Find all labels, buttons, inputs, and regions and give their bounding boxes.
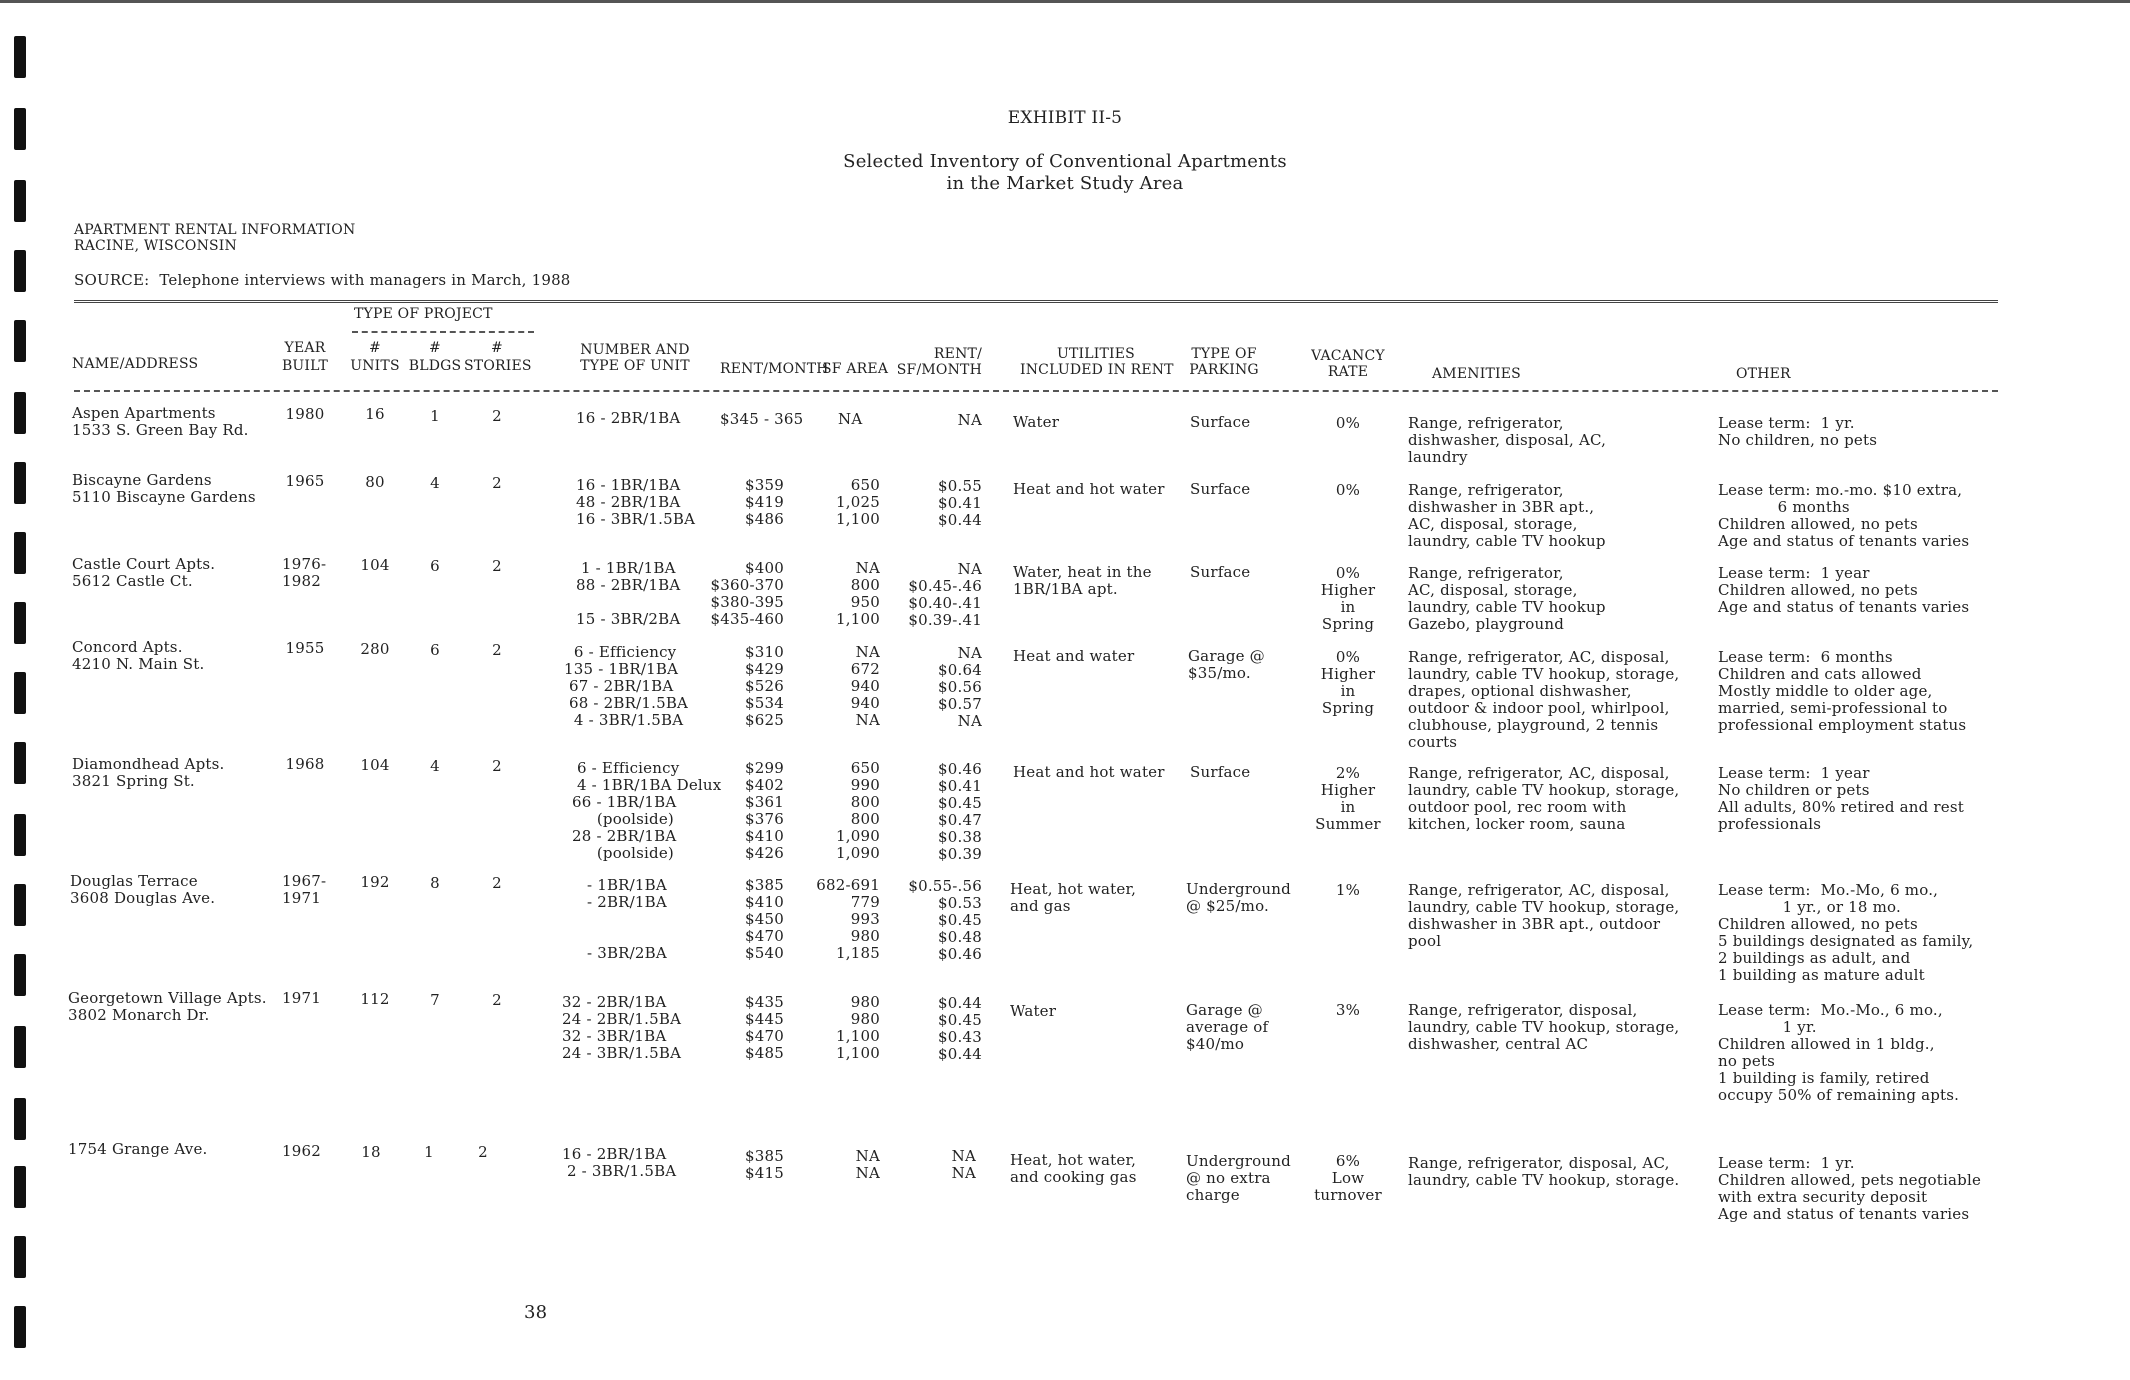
row-other: Lease term: Mo.-Mo., 6 mo., 1 yr. Children allowed in 1 bldg., no pets 1 building is family, retired occupy 50% of remaining apts. [1718, 1001, 1960, 1104]
header-type-of-unit: TYPE OF UNIT [580, 358, 690, 374]
row-year: 1980 [285, 405, 325, 423]
row-utilities: Heat and water [1013, 647, 1135, 665]
binding-hole [14, 954, 26, 996]
page-number: 38 [524, 1302, 548, 1323]
row-amenities: Range, refrigerator, disposal, AC, laundry, cable TV hookup, storage. [1408, 1154, 1680, 1189]
row-rent: $400 $360-370 $380-395 $435-460 [710, 559, 784, 628]
row-utilities: Heat, hot water, and cooking gas [1010, 1151, 1137, 1186]
row-stories: 2 [492, 641, 502, 659]
row-units: 112 [360, 990, 390, 1008]
row-amenities: Range, refrigerator, dishwasher, disposal, AC, laundry [1408, 414, 1607, 466]
row-year: 1971 [282, 989, 321, 1007]
exhibit-label: EXHIBIT II-5 [1007, 108, 1123, 128]
binding-hole [14, 1098, 26, 1140]
binding-hole [14, 462, 26, 504]
binding-hole [14, 1306, 26, 1348]
row-vacancy: 2% Higher in Summer [1315, 764, 1381, 833]
row-year: 1967- 1971 [282, 872, 327, 907]
row-name-address: Aspen Apartments 1533 S. Green Bay Rd. [72, 404, 249, 439]
row-rent-per-sf: $0.55 $0.41 $0.44 [938, 477, 982, 529]
row-rent: $359 $419 $486 [745, 476, 784, 528]
row-vacancy: 0% Higher in Spring [1320, 648, 1376, 717]
header-rate: RATE [1327, 364, 1369, 380]
row-other: Lease term: 1 year Children allowed, no pets Age and status of tenants varies [1718, 564, 1970, 616]
row-parking: Surface [1190, 413, 1251, 431]
row-bldgs: 1 [424, 1143, 434, 1161]
row-parking: Surface [1190, 563, 1251, 581]
row-rent: $385 $410 $450 $470 $540 [745, 876, 784, 962]
row-stories: 2 [492, 874, 502, 892]
row-rent: $310 $429 $526 $534 $625 [745, 643, 784, 729]
row-stories: 2 [492, 557, 502, 575]
row-parking: Underground @ $25/mo. [1186, 880, 1291, 915]
row-rent-per-sf: $0.55-.56 $0.53 $0.45 $0.48 $0.46 [908, 877, 982, 963]
binding-hole [14, 320, 26, 362]
row-rent: $345 - 365 [720, 410, 804, 428]
header-other: OTHER [1736, 366, 1791, 382]
header-units: UNITS [350, 358, 400, 374]
row-bldgs: 7 [430, 991, 440, 1009]
row-units: 192 [360, 873, 390, 891]
row-year: 1965 [285, 472, 325, 490]
row-other: Lease term: 1 yr. Children allowed, pets negotiable with extra security deposit Age and status of tenants varies [1718, 1154, 1982, 1223]
row-utilities: Heat and hot water [1013, 480, 1165, 498]
row-unit-types: 16 - 2BR/1BA 2 - 3BR/1.5BA [562, 1145, 677, 1180]
row-amenities: Range, refrigerator, dishwasher in 3BR apt., AC, disposal, storage, laundry, cable TV hookup [1408, 481, 1606, 550]
header-year: YEAR [284, 340, 326, 356]
row-vacancy: 3% [1335, 1001, 1361, 1019]
row-sf-area: 682-691 779 993 980 1,185 [816, 876, 880, 962]
binding-hole [14, 672, 26, 714]
row-year: 1968 [285, 755, 325, 773]
row-sf-area: NA 800 950 1,100 [836, 559, 880, 628]
row-units: 16 [365, 405, 385, 423]
row-name-address: Georgetown Village Apts. 3802 Monarch Dr. [68, 989, 267, 1024]
row-amenities: Range, refrigerator, disposal, laundry, cable TV hookup, storage, dishwasher, central AC [1408, 1001, 1680, 1053]
page-title: Selected Inventory of Conventional Apartments [843, 151, 1287, 172]
header-rent-month: RENT/MONTH [720, 361, 829, 377]
header-type-of: TYPE OF [1191, 346, 1257, 362]
row-bldgs: 1 [430, 407, 440, 425]
row-rent-per-sf: $0.46 $0.41 $0.45 $0.47 $0.38 $0.39 [938, 760, 982, 863]
row-amenities: Range, refrigerator, AC, disposal, laundry, cable TV hookup, storage, dishwasher in 3BR apt., outdoor pool [1408, 881, 1680, 950]
row-unit-types: 16 - 2BR/1BA [576, 409, 681, 427]
row-parking: Surface [1190, 480, 1251, 498]
row-name-address: Castle Court Apts. 5612 Castle Ct. [72, 555, 216, 590]
header-built: BUILT [281, 358, 329, 374]
row-utilities: Water, heat in the 1BR/1BA apt. [1013, 563, 1152, 598]
header-name-address: NAME/ADDRESS [72, 356, 199, 372]
row-rent-per-sf: NA NA [951, 1147, 976, 1182]
header-type-of-project: TYPE OF PROJECT [354, 306, 493, 322]
row-sf-area: NA NA [855, 1147, 880, 1182]
row-units: 80 [365, 473, 385, 491]
header-utilities: UTILITIES [1057, 346, 1135, 362]
row-rent-per-sf: NA $0.45-.46 $0.40-.41 $0.39-.41 [908, 560, 982, 629]
row-amenities: Range, refrigerator, AC, disposal, storage, laundry, cable TV hookup Gazebo, playground [1408, 564, 1606, 633]
binding-hole [14, 602, 26, 644]
row-other: Lease term: 1 yr. No children, no pets [1718, 414, 1878, 449]
row-unit-types: 32 - 2BR/1BA 24 - 2BR/1.5BA 32 - 3BR/1BA 24 - 3BR/1.5BA [562, 993, 682, 1062]
row-unit-types: 6 - Efficiency 135 - 1BR/1BA 67 - 2BR/1BA 68 - 2BR/1.5BA 4 - 3BR/1.5BA [564, 643, 689, 729]
project-group-rule [352, 331, 534, 333]
row-rent-per-sf: NA $0.64 $0.56 $0.57 NA [938, 644, 982, 730]
row-bldgs: 4 [430, 757, 440, 775]
binding-hole [14, 742, 26, 784]
info-line-2: RACINE, WISCONSIN [74, 238, 237, 254]
row-parking: Underground @ no extra charge [1186, 1152, 1291, 1204]
row-utilities: Heat and hot water [1013, 763, 1165, 781]
row-rent-per-sf: NA [957, 411, 982, 429]
binding-hole [14, 1026, 26, 1068]
page-top-edge [0, 0, 2130, 3]
header-bottom-rule [74, 390, 1998, 392]
source-note: SOURCE: Telephone interviews with managers in March, 1988 [74, 271, 571, 289]
row-unit-types: - 1BR/1BA - 2BR/1BA - 3BR/2BA [586, 876, 667, 962]
row-rent: $385 $415 [745, 1147, 784, 1182]
binding-hole [14, 532, 26, 574]
header-bldgs: BLDGS [408, 358, 462, 374]
page-subtitle: in the Market Study Area [946, 173, 1184, 194]
row-sf-area: 980 980 1,100 1,100 [836, 993, 880, 1062]
row-name-address: 1754 Grange Ave. [68, 1140, 208, 1158]
row-other: Lease term: mo.-mo. $10 extra, 6 months Children allowed, no pets Age and status of tenants varies [1718, 481, 1970, 550]
header-amenities: AMENITIES [1432, 366, 1521, 382]
row-rent: $435 $445 $470 $485 [745, 993, 784, 1062]
row-rent: $299 $402 $361 $376 $410 $426 [745, 759, 784, 862]
row-stories: 2 [478, 1143, 488, 1161]
row-name-address: Concord Apts. 4210 N. Main St. [72, 638, 205, 673]
row-amenities: Range, refrigerator, AC, disposal, laundry, cable TV hookup, storage, drapes, optional dishwasher, outdoor & indoor pool, whirlpool, clubhouse, playground, 2 tennis courts [1408, 648, 1680, 751]
row-stories: 2 [492, 757, 502, 775]
row-vacancy: 6% Low turnover [1314, 1152, 1382, 1204]
row-utilities: Water [1013, 413, 1060, 431]
binding-hole [14, 250, 26, 292]
row-sf-area: 650 1,025 1,100 [836, 476, 880, 528]
row-sf-area: NA [838, 410, 863, 428]
row-other: Lease term: 6 months Children and cats allowed Mostly middle to older age, married, semi-professional to professional employment status [1718, 648, 1967, 734]
row-vacancy: 0% [1335, 414, 1361, 432]
row-vacancy: 0% Higher in Spring [1320, 564, 1376, 633]
info-line-1: APARTMENT RENTAL INFORMATION [74, 222, 356, 238]
row-parking: Surface [1190, 763, 1251, 781]
row-units: 280 [360, 640, 390, 658]
row-utilities: Heat, hot water, and gas [1010, 880, 1137, 915]
row-stories: 2 [492, 474, 502, 492]
row-year: 1976- 1982 [282, 555, 327, 590]
binding-holes [14, 0, 34, 1380]
header-vacancy: VACANCY [1311, 348, 1385, 364]
header-bldgs-hash: # [429, 340, 441, 356]
row-bldgs: 4 [430, 474, 440, 492]
row-other: Lease term: 1 year No children or pets All adults, 80% retired and rest professionals [1718, 764, 1965, 833]
row-amenities: Range, refrigerator, AC, disposal, laundry, cable TV hookup, storage, outdoor pool, rec room with kitchen, locker room, sauna [1408, 764, 1680, 833]
binding-hole [14, 1166, 26, 1208]
header-units-hash: # [369, 340, 381, 356]
row-parking: Garage @ average of $40/mo [1186, 1001, 1269, 1053]
row-units: 18 [361, 1143, 381, 1161]
row-sf-area: NA 672 940 940 NA [850, 643, 880, 729]
header-sf-area: SF AREA [822, 361, 889, 377]
header-stories: STORIES [464, 358, 532, 374]
binding-hole [14, 1236, 26, 1278]
row-name-address: Biscayne Gardens 5110 Biscayne Gardens [72, 471, 256, 506]
row-bldgs: 8 [430, 874, 440, 892]
row-unit-types: 16 - 1BR/1BA 48 - 2BR/1BA 16 - 3BR/1.5BA [576, 476, 696, 528]
row-sf-area: 650 990 800 800 1,090 1,090 [836, 759, 880, 862]
row-bldgs: 6 [430, 557, 440, 575]
binding-hole [14, 884, 26, 926]
header-included-in-rent: INCLUDED IN RENT [1020, 362, 1174, 378]
row-other: Lease term: Mo.-Mo, 6 mo., 1 yr., or 18 mo. Children allowed, no pets 5 buildings designated as family, 2 buildings as adult, and 1 building as mature adult [1718, 881, 1974, 984]
row-parking: Garage @ $35/mo. [1188, 647, 1265, 682]
row-year: 1962 [282, 1142, 321, 1160]
header-number-and: NUMBER AND [580, 342, 690, 358]
binding-hole [14, 392, 26, 434]
row-stories: 2 [492, 991, 502, 1009]
row-year: 1955 [285, 639, 325, 657]
row-name-address: Douglas Terrace 3608 Douglas Ave. [70, 872, 216, 907]
row-bldgs: 6 [430, 641, 440, 659]
row-unit-types: 1 - 1BR/1BA 88 - 2BR/1BA 15 - 3BR/2BA [576, 559, 681, 628]
row-vacancy: 1% [1335, 881, 1361, 899]
row-units: 104 [360, 756, 390, 774]
header-sf-month: SF/MONTH [896, 362, 982, 378]
row-utilities: Water [1010, 1002, 1057, 1020]
header-parking: PARKING [1189, 362, 1259, 378]
binding-hole [14, 814, 26, 856]
row-stories: 2 [492, 407, 502, 425]
row-units: 104 [360, 556, 390, 574]
row-rent-per-sf: $0.44 $0.45 $0.43 $0.44 [938, 994, 982, 1063]
binding-hole [14, 36, 26, 78]
header-stories-hash: # [491, 340, 503, 356]
row-unit-types: 6 - Efficiency 4 - 1BR/1BA Delux 66 - 1BR/1BA (poolside) 28 - 2BR/1BA (poolside) [572, 759, 722, 862]
header-rent-slash: RENT/ [933, 346, 982, 362]
row-name-address: Diamondhead Apts. 3821 Spring St. [72, 755, 225, 790]
row-vacancy: 0% [1335, 481, 1361, 499]
